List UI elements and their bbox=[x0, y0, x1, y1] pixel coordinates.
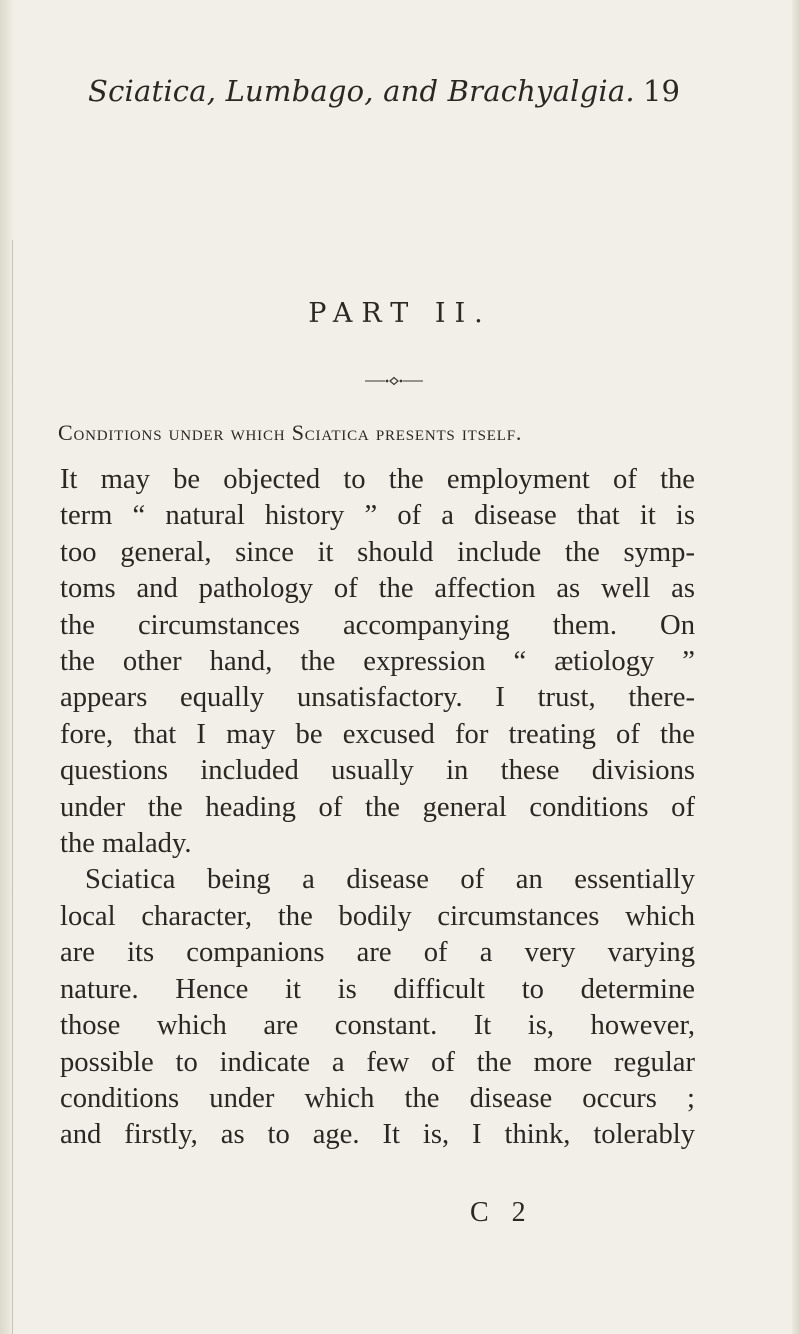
text-line: and firstly, as to age. It is, I think, tolerably bbox=[60, 1119, 695, 1151]
text-line: questions included usually in these divisions bbox=[60, 755, 695, 787]
binding-fold-line bbox=[12, 240, 13, 1334]
text-line: It may be objected to the employment of the bbox=[60, 464, 695, 495]
text-line: too general, since it should include the symp- bbox=[60, 536, 695, 568]
signature-mark: C 2 bbox=[470, 1197, 534, 1228]
text-line: the circumstances accompanying them. On bbox=[60, 609, 695, 641]
page-number: 19 bbox=[643, 74, 680, 108]
text-line: are its companions are of a very varying bbox=[60, 937, 695, 969]
text-line: the other hand, the expression “ ætiology ” bbox=[60, 646, 695, 678]
text-line: under the heading of the general conditions of bbox=[60, 791, 695, 823]
text-line: appears equally unsatisfactory. I trust, there- bbox=[60, 682, 695, 714]
text-line: those which are constant. It is, however, bbox=[60, 1010, 695, 1042]
part-title: PART II. bbox=[308, 298, 492, 329]
body-text bbox=[60, 462, 695, 1154]
text-line: conditions under which the disease occurs ; bbox=[60, 1082, 695, 1114]
page-gutter-right bbox=[792, 0, 800, 1334]
text-line: term “ natural history ” of a disease that it is bbox=[60, 500, 695, 532]
text-line: Sciatica being a disease of an essentially bbox=[85, 864, 695, 896]
ornament-divider-icon bbox=[365, 375, 423, 387]
text-line: local character, the bodily circumstances which bbox=[60, 900, 695, 932]
section-heading: Conditions under which Sciatica presents itself. bbox=[58, 420, 523, 445]
running-head-title: Sciatica, Lumbago, and Brachyalgia. bbox=[88, 74, 635, 108]
text-line: the malady. bbox=[60, 828, 192, 860]
text-line: nature. Hence it is difficult to determine bbox=[60, 973, 695, 1005]
text-line: possible to indicate a few of the more regular bbox=[60, 1046, 695, 1078]
text-line: toms and pathology of the affection as well as bbox=[60, 573, 695, 605]
text-line: fore, that I may be excused for treating of the bbox=[60, 718, 695, 750]
